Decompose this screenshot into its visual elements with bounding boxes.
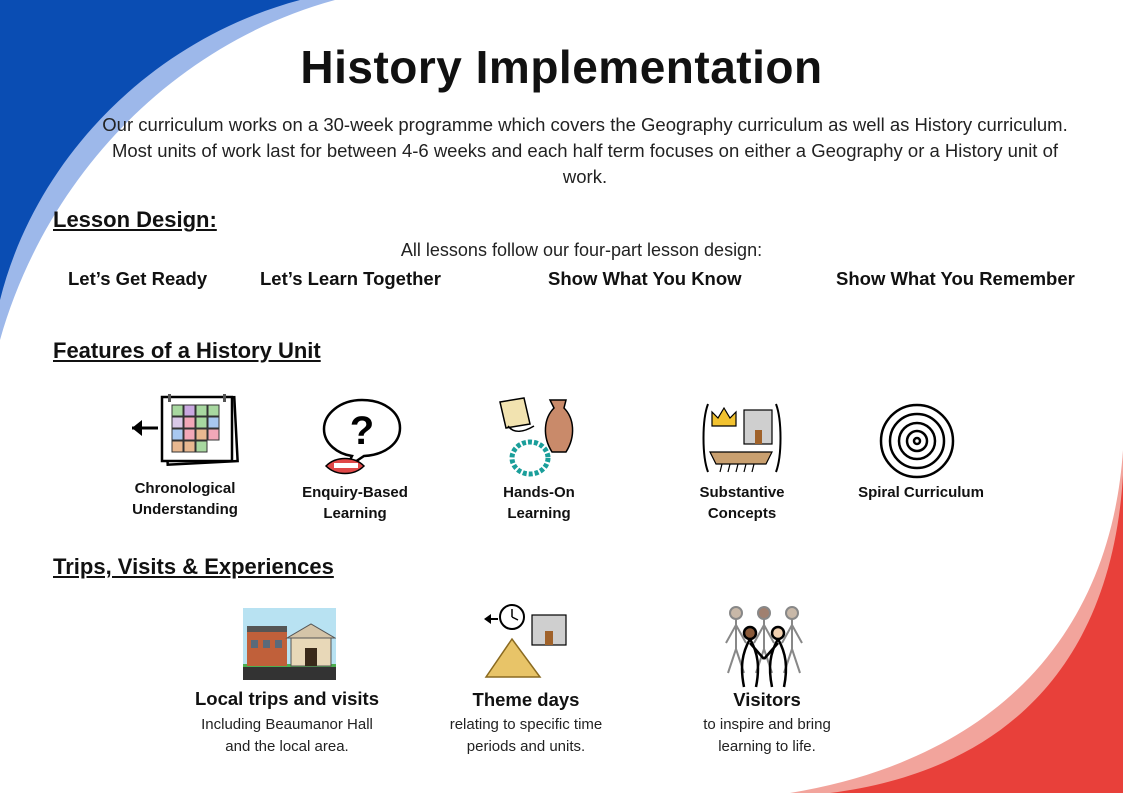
feature-label-line1: Chronological (134, 480, 236, 497)
feature-label-line1: Spiral Curriculum (858, 484, 984, 501)
trip-desc-line1: to inspire and bring (703, 716, 831, 733)
feature-label-line1: Substantive (699, 484, 785, 501)
trip-theme-desc (411, 714, 641, 758)
artefacts-icon (494, 396, 584, 478)
step-lets-get-ready: Let’s Get Ready (68, 268, 208, 289)
feature-spiral (836, 482, 1006, 503)
features-heading: Features of a History Unit (53, 338, 321, 363)
spiral-icon (876, 402, 958, 480)
trip-desc-line2: and the local area. (225, 738, 349, 755)
crown-castle-ship-icon (700, 400, 784, 476)
step-show-what-you-remember: Show What You Remember (836, 268, 1075, 289)
step-lets-learn-together: Let’s Learn Together (260, 268, 441, 289)
question-speech-icon (320, 396, 404, 480)
feature-substantive (657, 482, 827, 524)
trip-local-title: Local trips and visits (194, 688, 380, 709)
calendar-timeline-icon (130, 393, 240, 469)
time-travel-icon (482, 601, 572, 681)
intro-paragraph: Our curriculum works on a 30-week programme which covers the Geography curriculum as well as History curriculum. Most units of work last for between 4-6 weeks and each half term focuses on either a Geography or a History unit of work. (102, 114, 1068, 187)
feature-chronological (100, 478, 270, 520)
feature-hands-on (454, 482, 624, 524)
people-group-icon (720, 603, 808, 689)
trip-desc-line1: Including Beaumanor Hall (201, 716, 373, 733)
feature-label-line2: Concepts (707, 505, 777, 522)
lesson-design-heading: Lesson Design: (53, 207, 217, 232)
trip-desc-line2: learning to life. (718, 738, 816, 755)
trip-desc-line1: relating to specific time (449, 716, 603, 733)
feature-label-line2: Understanding (132, 501, 238, 518)
trip-theme-title: Theme days (472, 689, 580, 710)
lesson-design-note: All lessons follow our four-part lesson design: (400, 240, 763, 260)
step-show-what-you-know: Show What You Know (548, 268, 742, 289)
trip-visitors-desc (652, 714, 882, 758)
trips-heading: Trips, Visits & Experiences (53, 554, 334, 579)
feature-label-line1: Enquiry-Based (302, 484, 408, 501)
feature-label-line2: Learning (507, 505, 571, 522)
trip-local-desc (172, 714, 402, 758)
feature-enquiry (270, 482, 440, 524)
feature-label-line1: Hands-On (503, 484, 575, 501)
town-buildings-icon (243, 608, 336, 680)
trip-visitors-title: Visitors (733, 689, 801, 710)
svg-text:?: ? (349, 409, 375, 453)
page-title: History Implementation (300, 41, 823, 93)
trip-desc-line2: periods and units. (466, 738, 586, 755)
feature-label-line2: Learning (323, 505, 387, 522)
